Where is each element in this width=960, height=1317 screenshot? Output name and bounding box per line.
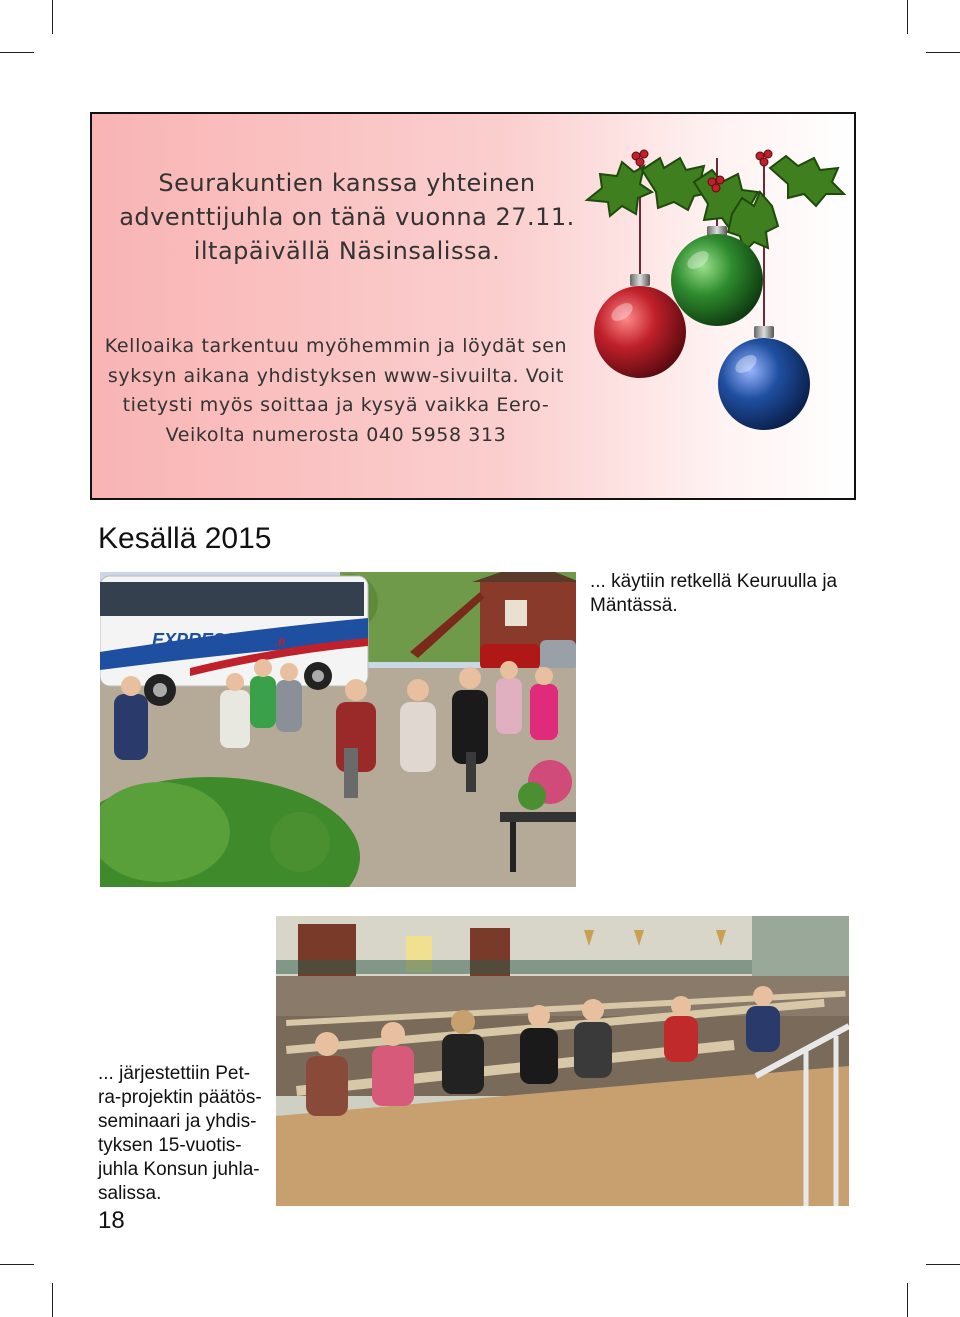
section-heading: Kesällä 2015 <box>98 522 272 555</box>
page-number: 18 <box>98 1207 125 1234</box>
seminar-caption-line: juhla Konsun juhla- <box>98 1159 260 1180</box>
christmas-decoration-illustration <box>582 148 852 448</box>
bus-brand-label: EXPRESSBUS.fi <box>152 630 285 650</box>
contact-line: Veikolta numerosta 040 5958 313 <box>165 423 507 446</box>
contact-line: tietysti myös soittaa ja kysyä vaikka Eero- <box>122 394 550 416</box>
seminar-caption-line: ... järjestettiin Pet- <box>98 1063 251 1084</box>
crop-mark <box>52 1283 53 1317</box>
announcement-line: Seurakuntien kanssa yhteinen <box>158 169 536 197</box>
crop-mark <box>926 52 960 53</box>
seminar-caption-line: salissa. <box>98 1183 162 1204</box>
crop-mark <box>907 0 908 34</box>
seminar-caption-line: seminaari ja yhdis- <box>98 1111 257 1132</box>
seminar-caption <box>98 1062 270 1206</box>
contact-text <box>100 332 572 450</box>
announcement-box <box>90 112 856 500</box>
announcement-text <box>102 166 592 268</box>
seminar-caption-line: tyksen 15-vuotis- <box>98 1135 242 1156</box>
announcement-line: adventtijuhla on tänä vuonna 27.11. <box>119 203 575 231</box>
contact-line: syksyn aikana yhdistyksen www-sivuilta. Voit <box>107 364 565 387</box>
crop-mark <box>926 1264 960 1265</box>
crop-mark <box>0 1264 34 1265</box>
bus-operator-label: LÄNSILINJAT <box>310 627 368 637</box>
contact-line: Kelloaika tarkentuu myöhemmin ja löydät sen <box>104 335 568 357</box>
crop-mark <box>52 0 53 34</box>
bus-trip-photo <box>100 572 576 887</box>
seminar-caption-line: ra-projektin päätös- <box>98 1087 262 1108</box>
crop-mark <box>907 1283 908 1317</box>
seminar-hall-photo <box>276 916 849 1206</box>
announcement-line: iltapäivällä Näsinsalissa. <box>193 237 501 265</box>
crop-mark <box>0 52 34 53</box>
blue-ornament-icon <box>718 326 810 430</box>
bus-trip-caption: ... käytiin retkellä Keuruulla ja Mäntässä. <box>590 571 838 616</box>
